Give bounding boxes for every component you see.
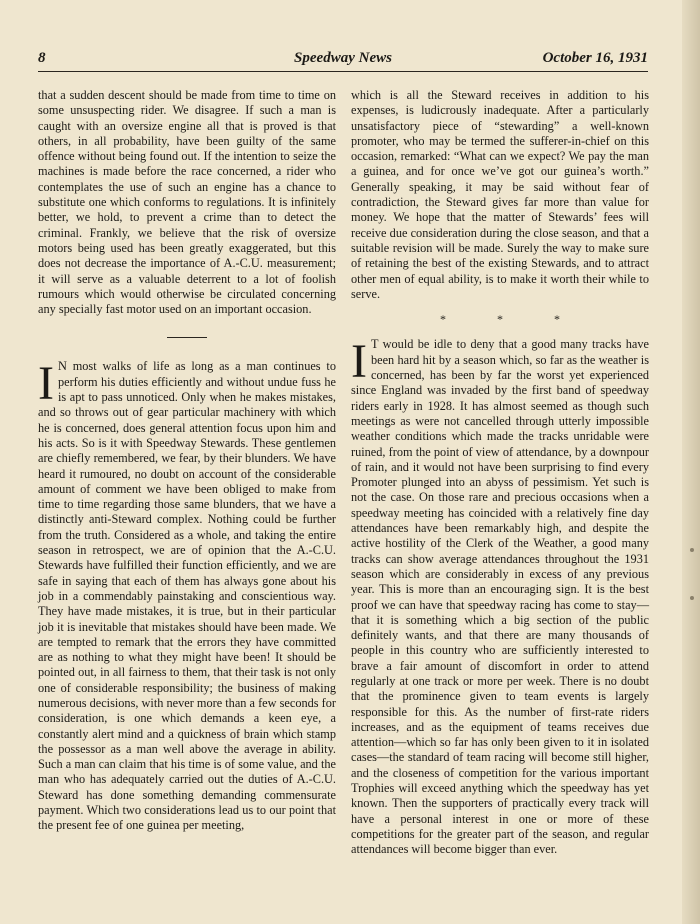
- page-edge-mark: [690, 548, 694, 552]
- left-column: [38, 88, 336, 834]
- publication-title: Speedway News: [294, 50, 392, 66]
- issue-date: October 16, 1931: [542, 50, 648, 66]
- drop-cap: I: [38, 357, 54, 411]
- paragraph-oversize-engines: that a sudden descent should be made from time to time on some unsuspecting rider. We disagree. If such a man is caught with an oversize engine all that is proved is that others, in all probability, have been guilty of the same offence without being found out. If the intention to seize the machines is made before the race concerned, a rider who contemplates the use of such an engine has a chance to substitute one which conforms to regulations. It is infinitely better, we hold, to prevent a crime than to detect the criminal. Frankly, we believe that the risk of oversize motors being used has been greatly exaggerated, but this does not decrease the importance of A.-C.U. measurement; it will serve as a valuable deterrent to a lot of foolish rumours which would otherwise be circulated concerning any specially fast motor used on an important occasion.: [38, 88, 336, 317]
- page-edge-mark: [690, 596, 694, 600]
- section-divider: [167, 337, 207, 338]
- page-header: [38, 50, 648, 72]
- paragraph-attendances: [351, 337, 649, 857]
- paragraph-stewards-fee: which is all the Steward receives in addition to his expenses, is ludicrously inadequate. After a particularly unsatisfactory piece of “stewarding” a well-known promoter, who may be termed the sufferer-in-chief on this occasion, remarked: “What can we expect? We pay the man a guinea, and for once we’ve got our guinea’s worth.” Generally speaking, it may be said without fear of contradiction, the Steward gives far more than value for money. We hope that the matter of Stewards’ fees will receive due consideration during the close season, and that a suitable revision will be made. Surely the way to make sure of retaining the best of the existing Stewards, and to attract other men of equal ability, is to make it worth their while to serve.: [351, 88, 649, 301]
- paragraph-attendances-text: T would be idle to deny that a good many tracks have been hard hit by a season which, so far as the weather is concerned, has been by far the worst yet experienced since England was invaded by the first band of speedway riders early in 1928. It has almost seemed as though such meetings as were not cancelled through utterly impossible weather conditions which made the tracks unridable were ruined, from the point of view of attendance, by a downpour of rain, and it would not have been surprising to find every Promoter plunged into an abyss of pessimism. Yet such is not the case. On those rare and precious occasions when a speedway meeting has coincided with a relatively fine day attendances have been remarkably high, and despite the active hostility of the Clerk of the Weather, a good many tracks can show average attendances throughout the 1931 season which are considerably in excess of any previous year. This is more than an encouraging sign. It is the best proof we can have that speedway racing has come to stay—that it is something which a big section of the public definitely wants, and that there are many thousands of people in this country who are sufficiently interested to brave a fair amount of discomfort in order to attend regularly at one track or more per week. There is no doubt that the prominence given to team events is largely responsible for this. As the number of first-rate riders increases, and as the equipment of teams receives due attention—which so far has only been given to it in isolated cases—the standard of team racing will become still higher, and the closeness of competition for the various important Trophies will exceed anything which the speedway has yet known. Then the supporters of practically every track will have a personal interest in one or more of these competitions for the greater part of the season, and regular attendances will become bigger than ever.: [351, 337, 649, 857]
- drop-cap: I: [351, 335, 367, 389]
- asterism-separator: * * *: [440, 312, 584, 327]
- paragraph-stewards: [38, 359, 336, 833]
- right-column: [351, 88, 649, 858]
- paragraph-stewards-text: N most walks of life as long as a man continues to perform his duties efficiently and without undue fuss he is apt to pass unnoticed. Only when he makes mistakes, and so throws out of gear particular machinery with which he is concerned, does general attention focus upon him and his acts. So is it with Speedway Stewards. These gentlemen are chiefly remembered, we fear, by their blunders. We have heard it rumoured, no doubt on account of the considerable amount of comment we have been obliged to make from time to time regarding those same blunders, that we have a distinctly anti-Steward complex. Nothing could be further from the truth. Considered as a whole, and taking the entire season in retrospect, we are of opinion that the A.-C.U. Stewards have fulfilled their function efficiently, and we are safe in saying that each of them has always gone about his job in a commendably painstaking and conscientious way. They have made mistakes, it is true, but in their particular job it is inevitable that mistakes should have been made. We are tempted to remark that the errors they have committed are as nothing to what they might have been! It should be pointed out, in all fairness to them, that their task is not only one of considerable responsibility; the business of making numerous decisions, with never more than a few seconds for consideration, is one which demands a keen eye, a constantly alert mind and a quickness of brain which stamp the possessor as a man well above the average in ability. Such a man can claim that his time is of some value, and the man who has adequately carried out the duties of A.-C.U. Steward has done something demanding commensurate payment. Which two considerations lead us to our point that the present fee of one guinea per meeting,: [38, 359, 336, 833]
- page-number: 8: [38, 50, 46, 66]
- page-edge-shadow: [682, 0, 700, 924]
- header-rule: [38, 71, 648, 72]
